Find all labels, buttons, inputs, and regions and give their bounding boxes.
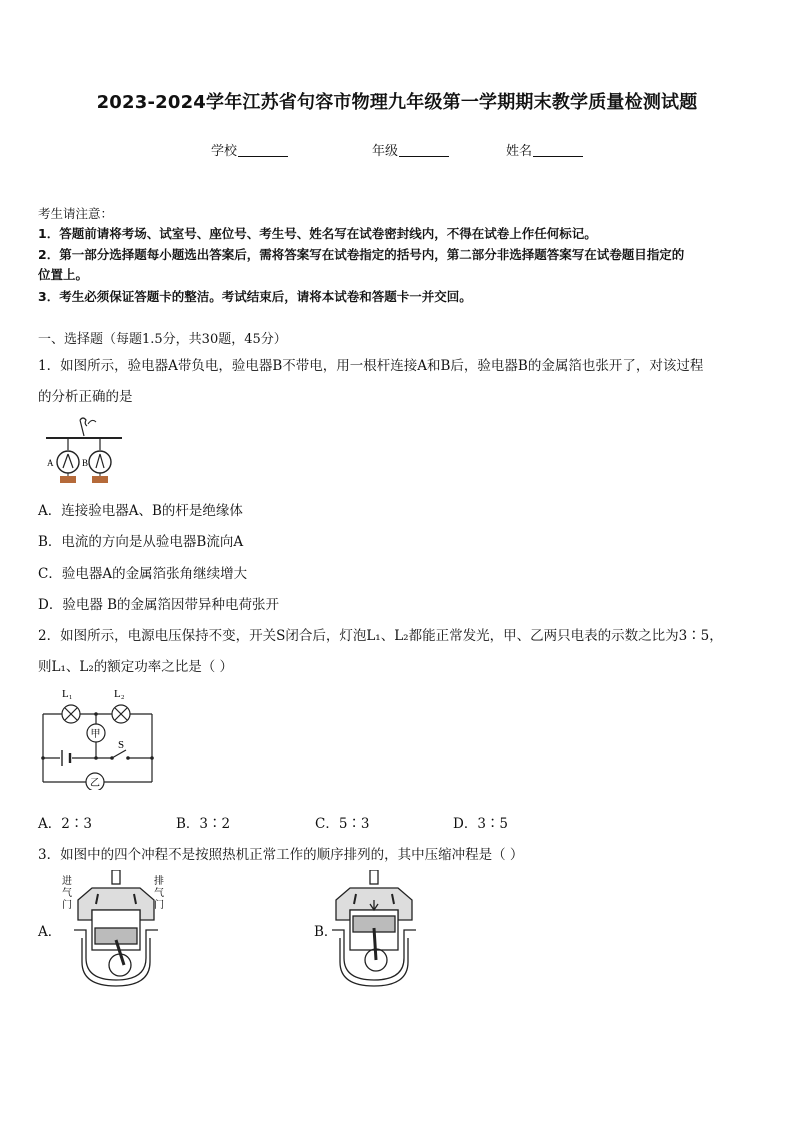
q3-option-b-label: B． (314, 924, 338, 940)
q2-option-d: D．3∶5 (453, 816, 509, 832)
q1-option-a: A．连接验电器A、B的杆是绝缘体 (38, 503, 243, 519)
grade-blank (399, 144, 449, 157)
q3-option-a-label: A． (38, 924, 62, 940)
name-label: 姓名 (506, 144, 533, 159)
lamp-l1 (62, 705, 80, 723)
notice-item-2-cont: 位置上。 (38, 267, 89, 282)
q1-option-d: D．验电器 B的金属箔因带异种电荷张开 (38, 597, 280, 613)
grade-field (372, 140, 449, 159)
q3-stem: 3．如图中的四个冲程不是按照热机正常工作的顺序排列的，其中压缩冲程是（ ） (38, 847, 524, 863)
notice-item-2: 2．第一部分选择题每小题选出答案后，需将答案写在试卷指定的括号内，第二部分非选择题答案写在试卷题目指定的 (38, 247, 685, 262)
q2-stem: 2．如图所示，电源电压保持不变，开关S闭合后，灯泡L₁、L₂都能正常发光，甲、乙两只电表的示数之比为3∶5， (38, 628, 723, 644)
q2-stem-cont: 则L₁、L₂的额定功率之比是（ ） (38, 659, 234, 675)
q1-stem-cont: 的分析正确的是 (38, 389, 133, 405)
q3-engine-figure-b (330, 870, 420, 990)
notice-item-3: 3．考生必须保证答题卡的整洁。考试结束后，请将本试卷和答题卡一并交回。 (38, 289, 472, 304)
q2-option-a: A．2∶3 (38, 816, 92, 832)
section-heading: 一、选择题（每题1.5分，共30题，45分） (38, 332, 287, 347)
switch-label: S (118, 739, 125, 751)
q1-electroscope-figure (44, 414, 124, 486)
l2-label: L₂ (114, 688, 125, 700)
q1-option-b: B．电流的方向是从验电器B流向A (38, 534, 244, 550)
q2-option-c: C．5∶3 (315, 816, 370, 832)
q2-option-b: B．3∶2 (176, 816, 231, 832)
meter-a-label: 甲 (90, 729, 101, 740)
notice-item-1: 1．答题前请将考场、试室号、座位号、考生号、姓名写在试卷密封线内，不得在试卷上作任何标记。 (38, 226, 597, 241)
notice-heading: 考生请注意： (38, 206, 114, 221)
grade-label: 年级 (372, 144, 399, 159)
exhaust-valve-label: 排气门 (154, 876, 164, 911)
fig-label-b: B (82, 458, 89, 468)
page-title: 2023-2024学年江苏省句容市物理九年级第一学期期末教学质量检测试题 (96, 92, 698, 113)
school-blank (238, 144, 288, 157)
name-field (506, 140, 583, 159)
q1-option-c: C．验电器A的金属箔张角继续增大 (38, 566, 248, 582)
l1-label: L₁ (62, 688, 73, 700)
school-field (211, 140, 288, 159)
q2-circuit-figure (38, 684, 158, 790)
meter-b-label: 乙 (90, 778, 100, 789)
school-label: 学校 (211, 144, 238, 159)
name-blank (533, 144, 583, 157)
intake-valve-label: 进气门 (62, 876, 72, 911)
fig-label-a: A (47, 458, 54, 468)
lamp-l2 (112, 705, 130, 723)
q1-stem: 1．如图所示，验电器A带负电，验电器B不带电，用一根杆连接A和B后，验电器B的金属箔也张开了，对该过程 (38, 358, 704, 374)
q3-engine-figure-a (62, 870, 172, 990)
